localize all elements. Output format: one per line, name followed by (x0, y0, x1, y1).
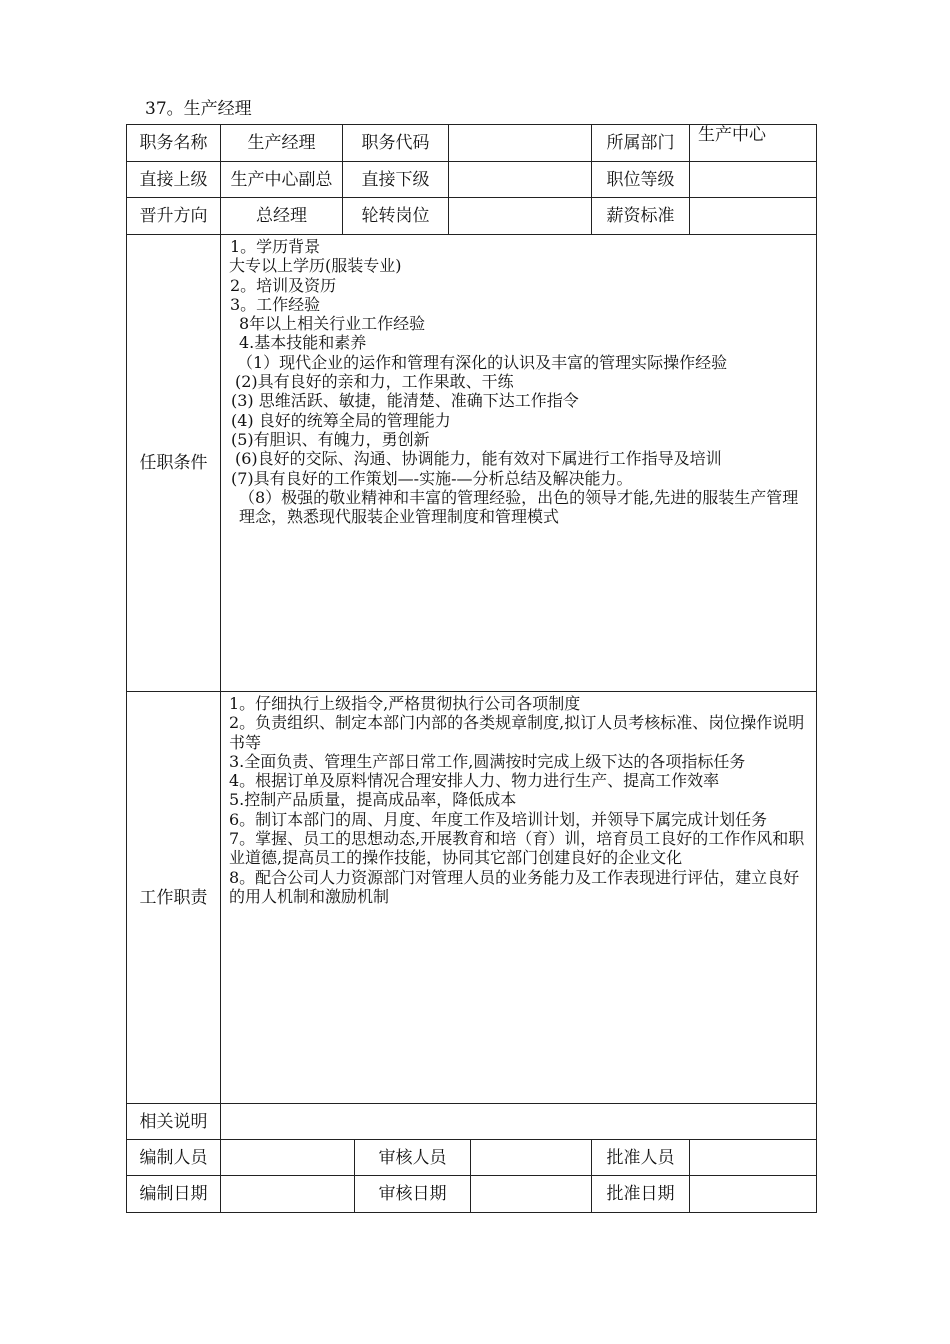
label-cell-direct-superior: 直接上级 (127, 162, 221, 198)
label-cell-job-title: 职务名称 (127, 125, 221, 162)
value-reviewed-by (471, 1140, 592, 1176)
list-item: 2。负责组织、制定本部门内部的各类规章制度,拟订人员考核标准、岗位操作说明书等 (229, 713, 805, 752)
value-job-code (449, 125, 592, 162)
label-cell-reviewed-by: 审核人员 (355, 1140, 471, 1176)
value-approved-by (690, 1140, 817, 1176)
list-item: 8年以上相关行业工作经验 (239, 314, 426, 334)
value-job-title: 生产经理 (221, 125, 343, 162)
value-direct-superior: 生产中心副总 (221, 162, 343, 198)
label-cell-duties: 工作职责 (127, 692, 221, 1104)
list-item: 3.全面负责、管理生产部日常工作,圆满按时完成上级下达的各项指标任务 (229, 751, 746, 771)
label-cell-approved-by: 批准人员 (592, 1140, 690, 1176)
table-row (127, 1176, 817, 1213)
value-promotion-path: 总经理 (221, 198, 343, 235)
label-cell-promotion-path: 晋升方向 (127, 198, 221, 235)
list-item: 8。配合公司人力资源部门对管理人员的业务能力及工作表现进行评估，建立良好的用人机制和激励机制 (229, 867, 800, 906)
value-approved-date (690, 1176, 817, 1213)
label-cell-direct-subordinate: 直接下级 (343, 162, 449, 198)
list-item: (2)具有良好的亲和力，工作果敢、干练 (235, 372, 514, 392)
table-row (127, 1140, 817, 1176)
table-row (127, 125, 817, 162)
list-item: (4) 良好的统筹全局的管理能力 (231, 410, 451, 430)
value-position-grade (690, 162, 817, 198)
label-cell-rotation-post: 轮转岗位 (343, 198, 449, 235)
list-item: (3) 思维活跃、敏捷，能清楚、准确下达工作指令 (231, 391, 579, 411)
list-item: 大专以上学历(服装专业) (229, 256, 402, 276)
list-item: 4.基本技能和素养 (239, 333, 367, 353)
value-reviewed-date (471, 1176, 592, 1213)
table-row (127, 162, 817, 198)
value-notes (221, 1104, 817, 1140)
list-item: 2。培训及资历 (230, 275, 337, 295)
label-cell-reviewed-date: 审核日期 (355, 1176, 471, 1213)
list-item: 7。掌握、员工的思想动态,开展教育和培（育）训，培育员工良好的工作作风和职业道德,提高员工的操作技能，协同其它部门创建良好的企业文化 (229, 829, 805, 868)
qualifications-content (221, 235, 817, 692)
table-row (127, 198, 817, 235)
label-cell-notes: 相关说明 (127, 1104, 221, 1140)
value-prepared-by (221, 1140, 355, 1176)
value-direct-subordinate (449, 162, 592, 198)
table-row (127, 1104, 817, 1140)
list-item: (7)具有良好的工作策划—-实施-—分析总结及解决能力。 (231, 468, 633, 488)
value-rotation-post (449, 198, 592, 235)
label-cell-prepared-date: 编制日期 (127, 1176, 221, 1213)
label-cell-salary-standard: 薪资标准 (592, 198, 690, 235)
list-item: 1。仔细执行上级指令,严格贯彻执行公司各项制度 (229, 694, 581, 713)
job-description-table (126, 124, 817, 1213)
value-department: 生产中心 (690, 125, 817, 162)
document-heading: 37。生产经理 (145, 99, 252, 119)
label-cell-qualifications: 任职条件 (127, 235, 221, 692)
label-cell-approved-date: 批准日期 (592, 1176, 690, 1213)
list-item: 1。学历背景 (230, 237, 321, 256)
label-cell-department: 所属部门 (592, 125, 690, 162)
duties-content (221, 692, 817, 1104)
list-item: 5.控制产品质量，提高成品率，降低成本 (229, 790, 517, 810)
table-row (127, 235, 817, 692)
list-item: （8）极强的敬业精神和丰富的管理经验，出色的领导才能,先进的服装生产管理理念，熟悉现代服装企业管理制度和管理模式 (239, 487, 799, 527)
list-item: 3。工作经验 (230, 294, 321, 314)
table-row (127, 692, 817, 1104)
list-item: (5)有胆识、有魄力，勇创新 (231, 429, 430, 449)
label-cell-prepared-by: 编制人员 (127, 1140, 221, 1176)
value-prepared-date (221, 1176, 355, 1213)
list-item: 6。制订本部门的周、月度、年度工作及培训计划，并领导下属完成计划任务 (229, 809, 768, 829)
label-cell-position-grade: 职位等级 (592, 162, 690, 198)
list-item: (6)良好的交际、沟通、协调能力，能有效对下属进行工作指导及培训 (235, 449, 722, 469)
list-item: 4。根据订单及原料情况合理安排人力、物力进行生产、提高工作效率 (229, 771, 720, 791)
label-cell-job-code: 职务代码 (343, 125, 449, 162)
value-salary-standard (690, 198, 817, 235)
list-item: （1）现代企业的运作和管理有深化的认识及丰富的管理实际操作经验 (237, 352, 728, 372)
